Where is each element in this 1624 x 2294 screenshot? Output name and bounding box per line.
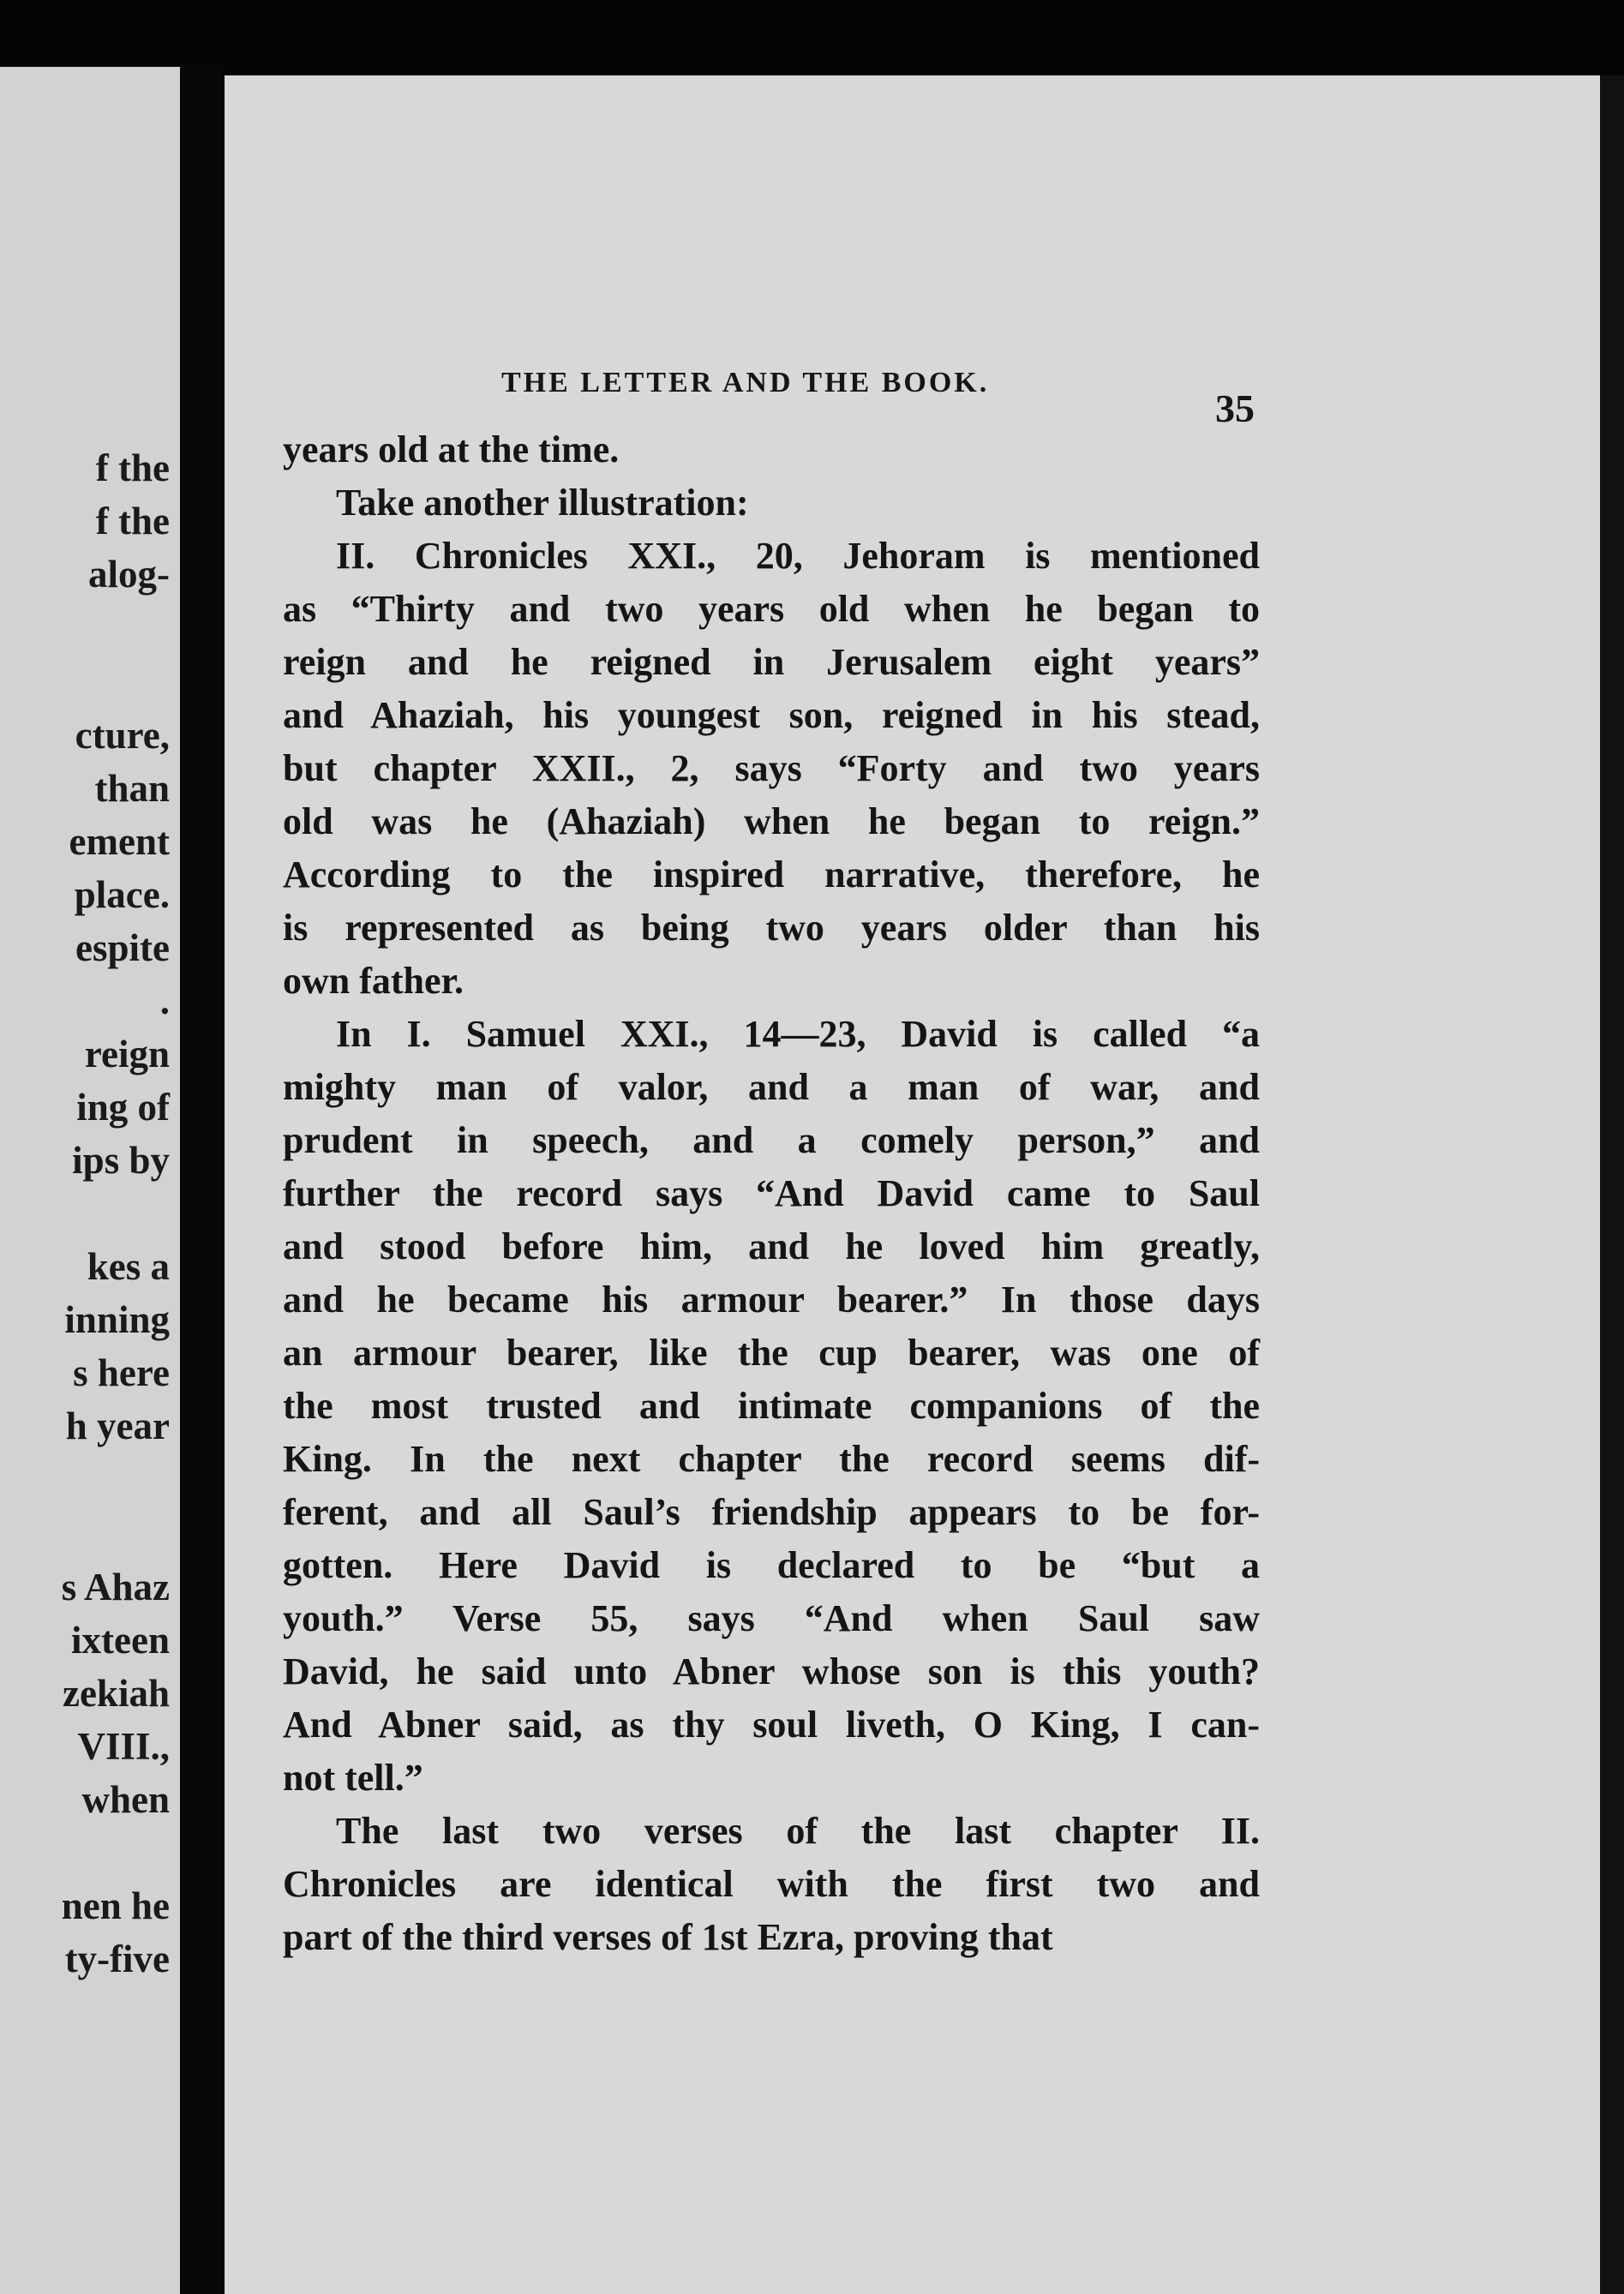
- paragraph: [283, 1008, 1260, 1805]
- text-line: ferent, and all Saul’s friendship appears to be for-: [283, 1491, 1260, 1533]
- left-page-fragment: VIII.,: [77, 1725, 170, 1768]
- left-page-fragment: place.: [74, 873, 170, 916]
- left-page-fragment: alog-: [88, 553, 170, 596]
- book-gutter: [180, 67, 225, 2294]
- left-page-fragment: ty-five: [64, 1938, 170, 1980]
- text-line: own father.: [283, 960, 464, 1002]
- left-page-fragment: ips by: [72, 1139, 170, 1182]
- left-page-fragment: ixteen: [71, 1619, 170, 1662]
- text-line: prudent in speech, and a comely person,” and: [283, 1119, 1260, 1161]
- text-line: In I. Samuel XXI., 14—23, David is called “a: [336, 1013, 1260, 1055]
- text-line: old was he (Ahaziah) when he began to reign.”: [283, 800, 1260, 842]
- left-page-fragment: reign: [84, 1033, 170, 1075]
- text-line: reign and he reigned in Jerusalem eight years”: [283, 641, 1260, 683]
- text-line: and Ahaziah, his youngest son, reigned in his stead,: [283, 694, 1260, 736]
- left-page-fragment: ement: [69, 820, 170, 863]
- text-line: And Abner said, as thy soul liveth, O King, I can-: [283, 1704, 1260, 1746]
- body-text: [283, 423, 1260, 1964]
- text-line: gotten. Here David is declared to be “but a: [283, 1544, 1260, 1586]
- left-page-fragment: inning: [64, 1298, 170, 1341]
- paragraph: [283, 476, 1260, 530]
- text-line: youth.” Verse 55, says “And when Saul saw: [283, 1597, 1260, 1639]
- text-line: further the record says “And David came to Saul: [283, 1172, 1260, 1214]
- text-line: and stood before him, and he loved him greatly,: [283, 1225, 1260, 1267]
- text-line: as “Thirty and two years old when he began to: [283, 588, 1260, 630]
- text-line: part of the third verses of 1st Ezra, proving that: [283, 1916, 1053, 1958]
- text-line: King. In the next chapter the record seems dif-: [283, 1438, 1260, 1480]
- text-line: II. Chronicles XXI., 20, Jehoram is mentioned: [336, 535, 1260, 577]
- left-page-fragment: kes a: [87, 1245, 170, 1288]
- text-line: Chronicles are identical with the first two and: [283, 1863, 1260, 1905]
- text-line: and he became his armour bearer.” In those days: [283, 1279, 1260, 1321]
- left-page: [0, 67, 180, 2294]
- text-line: is represented as being two years older than his: [283, 907, 1260, 949]
- left-page-fragment: s here: [73, 1351, 170, 1394]
- paragraph: [283, 530, 1260, 1008]
- left-page-fragment: s Ahaz: [61, 1566, 170, 1608]
- left-page-fragment: .: [159, 979, 170, 1022]
- left-page-fragment: espite: [75, 926, 170, 969]
- text-line: years old at the time.: [283, 428, 620, 470]
- text-line: but chapter XXII., 2, says “Forty and two years: [283, 747, 1260, 789]
- left-page-fragment: than: [94, 767, 170, 810]
- paragraph: [283, 423, 1260, 476]
- text-line: The last two verses of the last chapter II.: [336, 1810, 1260, 1852]
- left-page-fragment: ing of: [76, 1086, 170, 1129]
- left-page-fragment: cture,: [75, 714, 170, 757]
- text-line: the most trusted and intimate companions of the: [283, 1385, 1260, 1427]
- left-page-fragment: f the: [95, 446, 170, 489]
- left-page-fragment: f the: [95, 500, 170, 542]
- page-edge: [1600, 75, 1624, 2294]
- text-line: According to the inspired narrative, therefore, he: [283, 854, 1260, 895]
- paragraph: [283, 1805, 1260, 1964]
- left-page-fragment: h year: [65, 1405, 170, 1447]
- left-page-fragment: when: [81, 1778, 170, 1821]
- left-page-fragment: zekiah: [62, 1672, 170, 1715]
- text-line: an armour bearer, like the cup bearer, was one of: [283, 1332, 1260, 1374]
- text-line: Take another illustration:: [336, 482, 749, 524]
- running-head: THE LETTER AND THE BOOK.: [501, 367, 990, 398]
- text-line: mighty man of valor, and a man of war, and: [283, 1066, 1260, 1108]
- text-line: not tell.”: [283, 1757, 423, 1799]
- text-line: David, he said unto Abner whose son is this youth?: [283, 1650, 1260, 1692]
- page-number: 35: [1215, 386, 1255, 430]
- left-page-fragment: nen he: [61, 1884, 170, 1927]
